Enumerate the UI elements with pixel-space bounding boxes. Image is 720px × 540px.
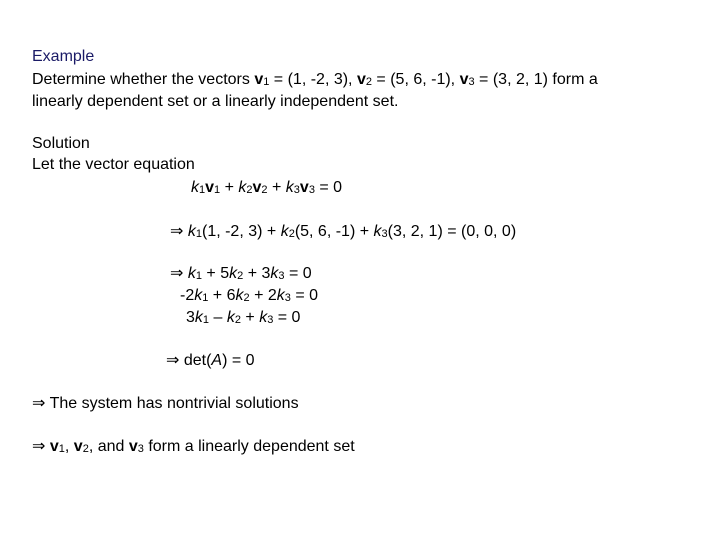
vector-equation: $k_1v_1 + k_2v_2 + k_3v_3 = 0$ (191, 179, 343, 196)
system-equation-2: $-2k_1 + 6k_2 + 2k_3 = 0$ (180, 287, 319, 304)
example-heading: Example (32, 48, 95, 65)
solution-intro: Let the vector equation (32, 156, 195, 173)
solution-heading: Solution (32, 135, 90, 152)
problem-line-2: linearly dependent set or a linearly independent set. (32, 93, 399, 110)
problem-line-1: Determine whether the vectors $v_1 = (1$, -2, 3), $v_2 = (5$, 6, -1), $v_3 = (3$, 2, 1) form a (32, 71, 598, 88)
determinant-line: ⇒ det(A) = 0 (166, 352, 255, 369)
conclusion-line: ⇒ $v_1$, $v_2$, and $v_3$ form a linearly dependent set (32, 438, 355, 455)
substitution-equation: ⇒ $k_1(1$, -2, $3) + k_2(5$, 6, $-1) + k_3(3$, 2, 1) = (0, 0, 0) (170, 223, 517, 240)
system-equation-3: $3k_1 - k_2 + k_3 = 0$ (186, 309, 301, 326)
nontrivial-line: ⇒ The system has nontrivial solutions (32, 395, 299, 412)
system-equation-1: ⇒ $k_1 + 5k_2 + 3k_3 = 0$ (170, 265, 312, 282)
